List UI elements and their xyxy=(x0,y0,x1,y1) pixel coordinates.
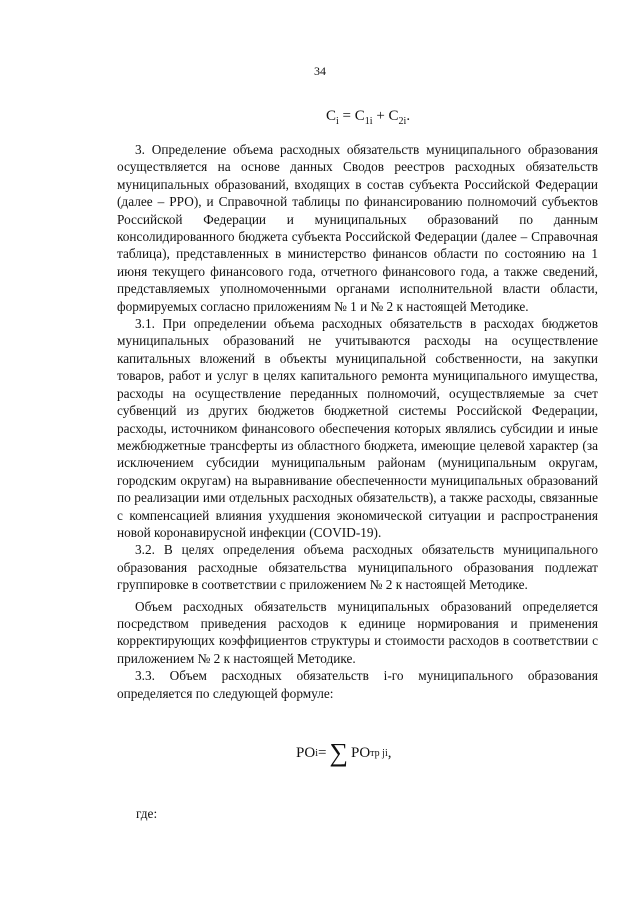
formula-subscript: 2i xyxy=(398,116,407,127)
paragraph-3: 3. Определение объема расходных обязательств муниципального образования осуществляется на основе данных Сводов реестров расходных обязательств муниципальных образований, входящих в состав субъекта Российской Федерации (далее – РРО), и Справочной таблицы по финансированию полномочий субъектов Российской Федерации и муниципальных образований по данным консолидированного бюджета субъекта Российской Федерации (далее – Справочная таблица), представленных в министерство финансов области по состоянию на 1 июня текущего финансового года, отчетного финансового года, а также сведений, представляемых уполномоченными органами исполнительной власти области, формируемых согласно приложениям № 1 и № 2 к настоящей Методике. xyxy=(117,142,598,314)
body-text xyxy=(117,141,598,702)
formula-operator: + xyxy=(372,108,389,124)
formula-term: PO xyxy=(296,744,316,761)
formula-po-sum xyxy=(296,740,391,766)
sigma-symbol: ∑ xyxy=(329,738,348,767)
paragraph-3-1: 3.1. При определении объема расходных обязательств в расходах бюджетов муниципальных образований не учитываются расходы на осуществление капитальных вложений в объекты муниципальной собственности, на закупки товаров, работ и услуг в целях капитального ремонта муниципального имущества, расходы на осуществление переданных полномочий, осуществляемые за счет субвенций из других бюджетов бюджетной системы Российской Федерации, расходы, источником финансового обеспечения которых являлись субсидии и иные межбюджетные трансферты из областного бюджета, имеющие целевой характер (за исключением субсидии муниципальным районам (муниципальным округам, городским округам) на выравнивание обеспеченности муниципальных образований по реализации ими отдельных расходных обязательств), а также расходы, связанные с компенсацией влияния ухудшения экономической ситуации и распространения новой коронавирусной инфекции (COVID-19). xyxy=(117,316,598,540)
formula-operator: = xyxy=(317,744,327,761)
formula-subscript: i xyxy=(315,747,318,759)
where-label: где: xyxy=(136,806,158,821)
formula-term: C xyxy=(326,108,337,124)
paragraph-volume: Объем расходных обязательств муниципальных образований определяется посредством приведения расходов к единице нормирования и применения корректирующих коэффициентов структуры и стоимости расходов в соответствии с приложением № 2 к настоящей Методике. xyxy=(117,598,598,666)
formula-c-sum xyxy=(326,108,410,127)
formula-subscript: тр ji xyxy=(370,747,388,759)
formula-punct: . xyxy=(406,108,411,124)
formula-subscript: i xyxy=(336,116,339,127)
formula-operator: = xyxy=(338,108,355,124)
paragraph-3-2: 3.2. В целях определения объема расходных обязательств муниципального образования расходные обязательства муниципального образования подлежат группировке в соответствии с приложением № 2 к настоящей Методике. xyxy=(117,542,598,593)
page-number: 34 xyxy=(314,64,326,78)
formula-punct: , xyxy=(387,744,392,761)
formula-term: C xyxy=(388,108,399,124)
formula-subscript: 1i xyxy=(364,116,373,127)
formula-term: C xyxy=(354,108,365,124)
paragraph-3-3: 3.3. Объем расходных обязательств i-го муниципального образования определяется по следующей формуле: xyxy=(117,668,598,701)
formula-term: PO xyxy=(350,744,371,761)
